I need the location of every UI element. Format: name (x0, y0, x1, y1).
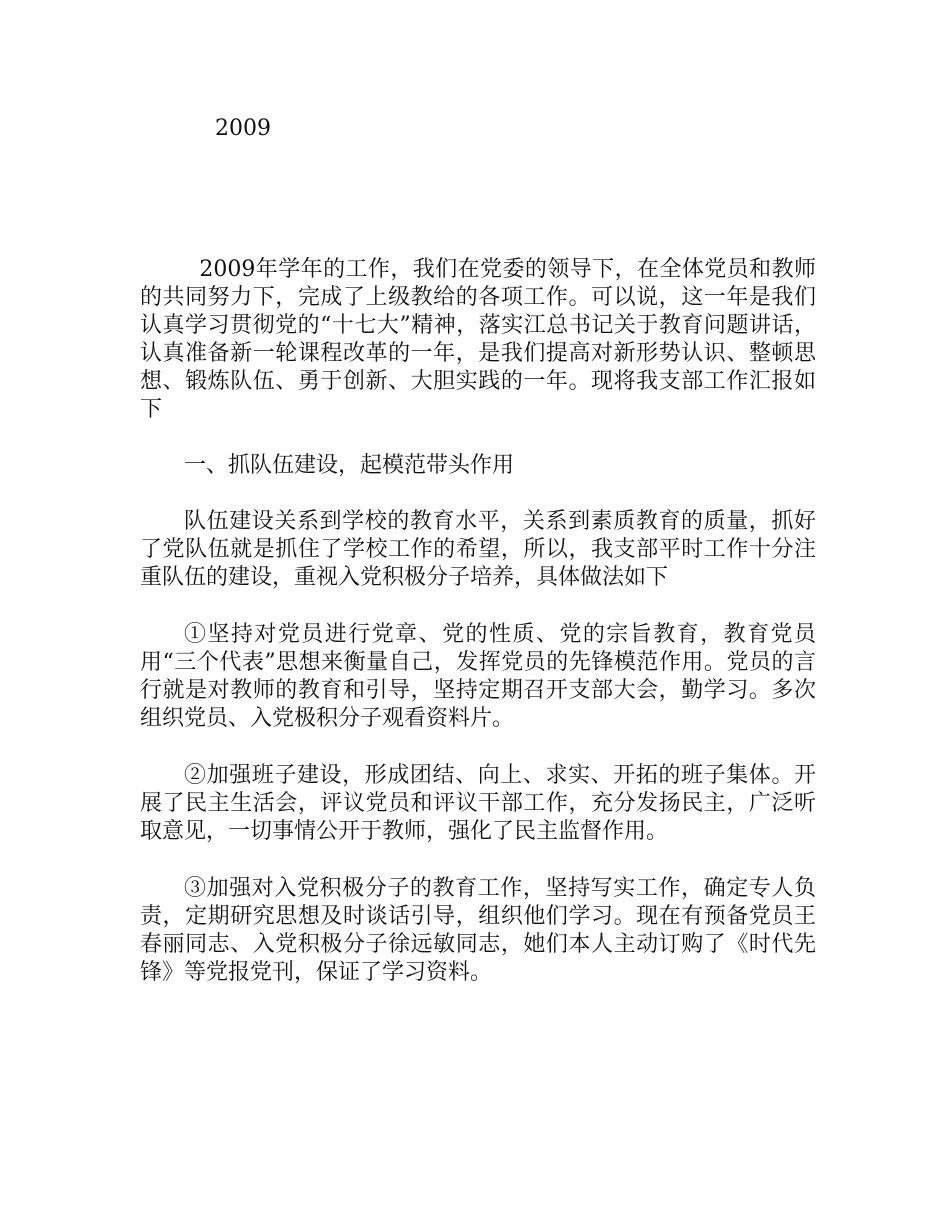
year-line: 2009 (215, 116, 271, 141)
item-2-paragraph: ②加强班子建设，形成团结、向上、求实、开拓的班子集体。开展了民主生活会，评议党员和评议干部工作，充分发扬民主，广泛听取意见，一切事情公开于教师，强化了民主监督作用。 (140, 763, 816, 844)
item-3-paragraph: ③加强对入党积极分子的教育工作，坚持写实工作，确定专人负责，定期研究思想及时谈话引导，组织他们学习。现在有预备党员王春丽同志、入党积极分子徐远敏同志，她们本人主动订购了《时代先锋》等党报党刊，保证了学习资料。 (140, 876, 816, 985)
item-1-paragraph: ①坚持对党员进行党章、党的性质、党的宗旨教育，教育党员用“三个代表”思想来衡量自己，发挥党员的先锋模范作用。党员的言行就是对教师的教育和引导，坚持定期召开支部大会，勤学习。多次组织党员、入党极积分子观看资料片。 (140, 622, 816, 731)
intro-paragraph: 2009年学年的工作，我们在党委的领导下，在全体党员和教师的共同努力下，完成了上级教给的各项工作。可以说，这一年是我们认真学习贯彻党的“十七大”精神，落实江总书记关于教育问题讲话，认真准备新一轮课程改革的一年，是我们提高对新形势认识、整顿思想、锻炼队伍、勇于创新、大胆实践的一年。现将我支部工作汇报如下 (140, 257, 816, 422)
section-1-heading: 一、抓队伍建设，起模范带头作用 (184, 453, 515, 478)
document-body (140, 256, 816, 987)
section-1-intro-paragraph: 队伍建设关系到学校的教育水平，关系到素质教育的质量，抓好了党队伍就是抓住了学校工作的希望，所以，我支部平时工作十分注重队伍的建设，重视入党积极分子培养，具体做法如下 (140, 509, 816, 590)
